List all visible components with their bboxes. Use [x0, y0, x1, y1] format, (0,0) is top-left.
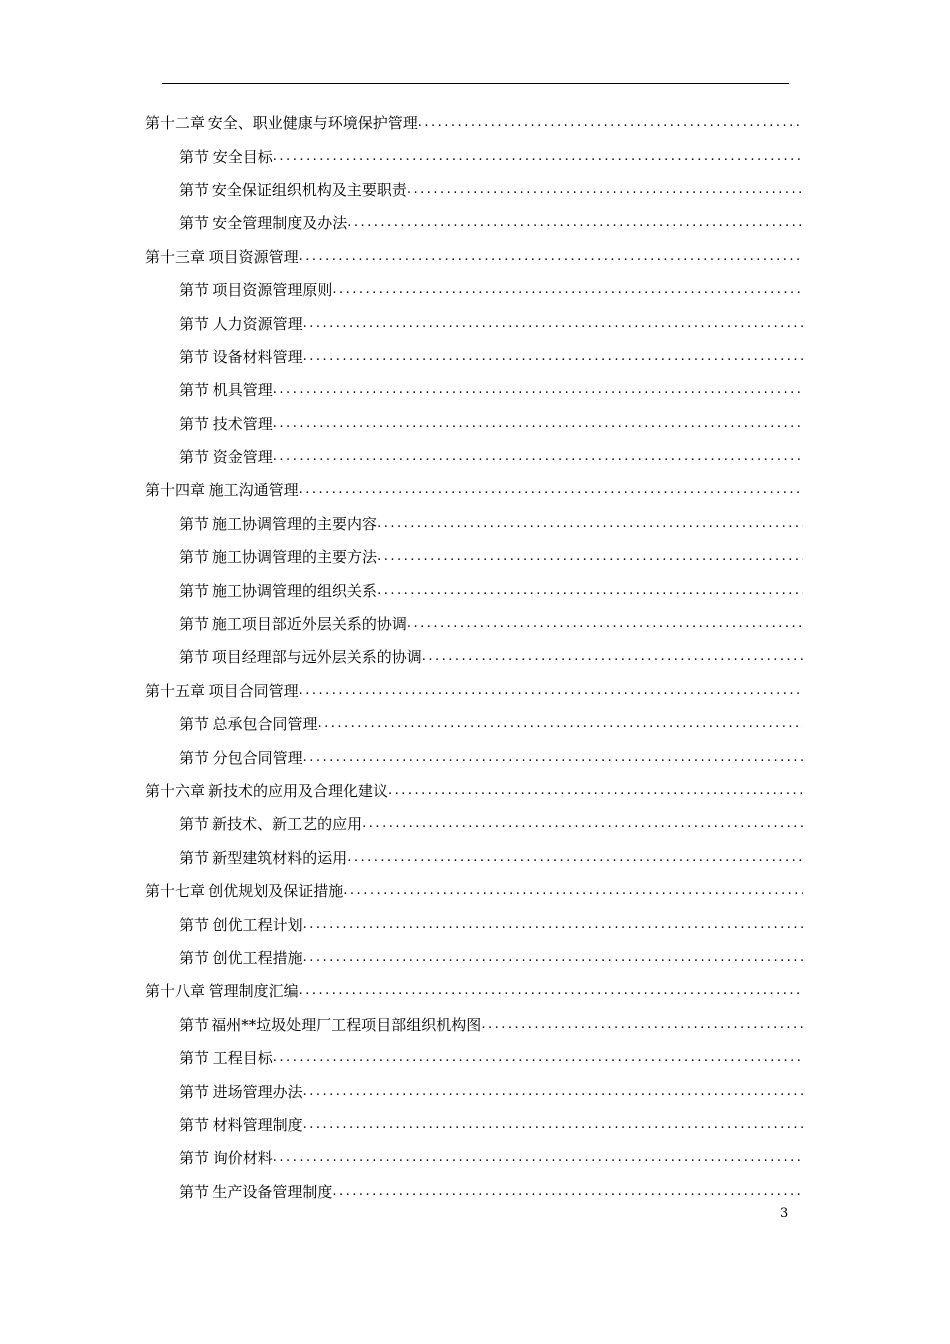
toc-dot-leader [332, 282, 803, 297]
toc-dot-leader [377, 549, 803, 564]
toc-section-entry[interactable] [145, 573, 803, 606]
toc-entry-label: 第十六章 [145, 782, 206, 800]
toc-entry-label: 第十七章 [145, 882, 206, 901]
toc-section-entry[interactable] [145, 740, 803, 773]
toc-entry-title: 施工沟通管理 [208, 481, 299, 500]
toc-entry-title: 分包合同管理 [212, 748, 303, 767]
toc-entry-label: 第十四章 [145, 481, 206, 500]
toc-section-entry[interactable] [145, 206, 803, 239]
toc-dot-leader [407, 616, 803, 631]
toc-section-entry[interactable] [145, 1041, 803, 1074]
toc-entry-title: 项目经理部与远外层关系的协调 [211, 648, 422, 667]
toc-entry-title: 进场管理办法 [212, 1082, 303, 1101]
toc-entry-label: 第节 [179, 715, 210, 734]
toc-entry-title: 项目资源管理 [208, 247, 299, 266]
toc-section-entry[interactable] [145, 1141, 803, 1174]
table-of-contents [145, 106, 803, 1208]
toc-entry-title: 新技术的应用及合理化建议 [207, 782, 388, 800]
toc-section-entry[interactable] [145, 1008, 803, 1041]
toc-entry-label: 第节 [179, 281, 210, 300]
toc-dot-leader [303, 750, 803, 765]
toc-section-entry[interactable] [145, 907, 803, 940]
toc-entry-title: 施工项目部近外层关系的协调 [211, 615, 407, 634]
toc-entry-title: 新技术、新工艺的应用 [212, 815, 363, 834]
toc-entry-title: 施工协调管理的主要方法 [212, 548, 378, 567]
toc-dot-leader [299, 983, 803, 998]
toc-entry-label: 第节 [179, 1149, 210, 1168]
page-number: 3 [780, 1206, 789, 1221]
toc-chapter-entry[interactable] [145, 240, 803, 273]
toc-entry-title: 创优工程措施 [212, 948, 303, 967]
toc-section-entry[interactable] [145, 373, 803, 406]
toc-entry-title: 工程目标 [212, 1049, 273, 1068]
toc-entry-label: 第十二章 [145, 114, 206, 133]
toc-chapter-entry[interactable] [145, 473, 803, 506]
toc-entry-label: 第十三章 [145, 247, 206, 266]
toc-entry-label: 第节 [179, 347, 210, 366]
toc-entry-title: 项目资源管理原则 [212, 281, 333, 300]
toc-entry-title: 安全目标 [212, 147, 273, 166]
toc-dot-leader [303, 950, 803, 965]
toc-entry-title: 施工协调管理的组织关系 [212, 581, 378, 600]
toc-entry-title: 资金管理 [212, 448, 273, 467]
toc-section-entry[interactable] [145, 340, 803, 373]
toc-entry-label: 第节 [179, 147, 210, 166]
toc-section-entry[interactable] [145, 941, 803, 974]
toc-entry-label: 第节 [179, 180, 210, 199]
toc-entry-label: 第节 [179, 1049, 210, 1068]
toc-entry-title: 安全管理制度及办法 [212, 214, 348, 233]
toc-chapter-entry[interactable] [145, 674, 803, 707]
toc-entry-label: 第节 [179, 314, 210, 333]
toc-section-entry[interactable] [145, 440, 803, 473]
toc-dot-leader [317, 716, 803, 731]
toc-entry-title: 机具管理 [212, 381, 273, 400]
toc-section-entry[interactable] [145, 1108, 803, 1141]
toc-chapter-entry[interactable] [145, 774, 803, 807]
toc-chapter-entry[interactable] [145, 874, 803, 907]
toc-entry-title: 创优规划及保证措施 [208, 882, 344, 901]
toc-dot-leader [299, 683, 803, 698]
toc-dot-leader [273, 449, 803, 464]
toc-dot-leader [422, 649, 803, 664]
toc-entry-label: 第节 [179, 815, 210, 834]
toc-entry-label: 第十五章 [145, 681, 206, 700]
toc-entry-label: 第节 [179, 848, 210, 867]
toc-chapter-entry[interactable] [145, 106, 803, 139]
toc-dot-leader [273, 1050, 803, 1065]
toc-dot-leader [299, 482, 803, 497]
toc-entry-title: 安全保证组织机构及主要职责 [211, 180, 407, 199]
toc-section-entry[interactable] [145, 540, 803, 573]
toc-section-entry[interactable] [145, 306, 803, 339]
toc-entry-title: 福州**垃圾处理厂工程项目部组织机构图 [211, 1015, 482, 1034]
toc-entry-label: 第节 [179, 1182, 210, 1201]
toc-dot-leader [273, 382, 803, 397]
toc-entry-title: 施工协调管理的主要内容 [212, 514, 378, 533]
toc-dot-leader [273, 416, 803, 431]
toc-dot-leader [343, 883, 803, 898]
toc-chapter-entry[interactable] [145, 974, 803, 1007]
toc-entry-label: 第节 [179, 414, 210, 433]
toc-section-entry[interactable] [145, 407, 803, 440]
toc-entry-label: 第节 [179, 915, 210, 934]
toc-section-entry[interactable] [145, 1175, 803, 1208]
toc-entry-title: 新型建筑材料的运用 [212, 848, 348, 867]
toc-section-entry[interactable] [145, 640, 803, 673]
toc-entry-title: 项目合同管理 [208, 681, 299, 700]
toc-dot-leader [273, 149, 803, 164]
toc-dot-leader [377, 516, 803, 531]
toc-section-entry[interactable] [145, 139, 803, 172]
toc-entry-label: 第节 [179, 948, 210, 967]
toc-dot-leader [299, 249, 803, 264]
toc-dot-leader [347, 215, 803, 230]
toc-entry-title: 技术管理 [212, 414, 273, 433]
toc-entry-title: 询价材料 [212, 1149, 273, 1168]
toc-entry-label: 第节 [179, 648, 210, 667]
toc-entry-label: 第节 [179, 1082, 210, 1101]
toc-entry-label: 第节 [179, 1015, 210, 1034]
toc-entry-title: 人力资源管理 [212, 314, 303, 333]
toc-dot-leader [481, 1017, 803, 1032]
toc-entry-title: 安全、职业健康与环境保护管理 [207, 114, 418, 133]
toc-section-entry[interactable] [145, 707, 803, 740]
toc-dot-leader [362, 816, 803, 831]
header-rule [162, 83, 789, 84]
toc-section-entry[interactable] [145, 841, 803, 874]
toc-dot-leader [388, 783, 803, 798]
toc-entry-title: 设备材料管理 [212, 347, 303, 366]
toc-dot-leader [303, 316, 803, 331]
toc-dot-leader [303, 917, 803, 932]
toc-section-entry[interactable] [145, 607, 803, 640]
toc-section-entry[interactable] [145, 507, 803, 540]
toc-entry-label: 第十八章 [145, 982, 206, 1001]
toc-entry-label: 第节 [179, 381, 210, 400]
toc-dot-leader [303, 1084, 803, 1099]
toc-section-entry[interactable] [145, 273, 803, 306]
toc-dot-leader [303, 349, 803, 364]
toc-dot-leader [303, 1117, 803, 1132]
toc-dot-leader [347, 850, 803, 865]
toc-dot-leader [407, 182, 803, 197]
toc-dot-leader [377, 583, 803, 598]
toc-entry-label: 第节 [179, 448, 210, 467]
toc-entry-label: 第节 [179, 615, 210, 634]
toc-entry-label: 第节 [179, 214, 210, 233]
toc-dot-leader [332, 1184, 803, 1199]
toc-section-entry[interactable] [145, 173, 803, 206]
toc-dot-leader [418, 115, 803, 130]
toc-section-entry[interactable] [145, 1074, 803, 1107]
toc-section-entry[interactable] [145, 807, 803, 840]
toc-entry-label: 第节 [179, 748, 210, 767]
toc-entry-label: 第节 [179, 581, 210, 600]
toc-entry-label: 第节 [179, 514, 210, 533]
toc-entry-title: 生产设备管理制度 [212, 1182, 333, 1201]
toc-entry-title: 总承包合同管理 [212, 715, 318, 734]
toc-entry-title: 材料管理制度 [212, 1115, 303, 1134]
toc-entry-label: 第节 [179, 1115, 210, 1134]
toc-entry-title: 管理制度汇编 [208, 982, 299, 1001]
toc-entry-title: 创优工程计划 [212, 915, 303, 934]
toc-dot-leader [273, 1150, 803, 1165]
toc-entry-label: 第节 [179, 548, 210, 567]
